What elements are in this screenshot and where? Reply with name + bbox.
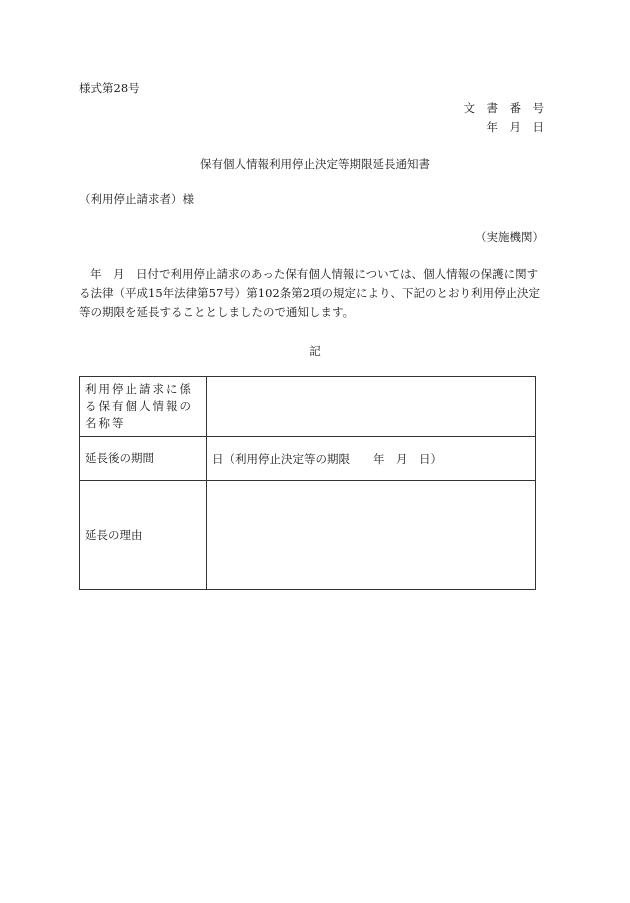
document-title: 保有個人情報利用停止決定等期限延長通知書 — [200, 157, 430, 171]
form-number: 様式第28号 — [79, 81, 140, 95]
extended-period-value: 日（利用停止決定等の期限 年 月 日） — [207, 437, 536, 481]
document-meta — [464, 99, 545, 137]
info-name-label: 利用停止請求に係る保有個人情報の名称等 — [80, 377, 207, 437]
addressee: （利用停止請求者）様 — [79, 192, 194, 206]
info-name-value — [207, 377, 536, 437]
notice-body: 年 月 日付で利用停止請求のあった保有個人情報については、個人情報の保護に関する法律（平成15年法律第57号）第102条第2項の規定により、下記のとおり利用停止決定等の期限を延長することとしましたので通知します。 — [79, 267, 541, 319]
details-table — [79, 376, 536, 590]
document-number: 文 書 番 号 — [463, 101, 544, 115]
table-row — [80, 377, 536, 437]
extension-reason-label: 延長の理由 — [80, 481, 207, 590]
document-date: 年 月 日 — [486, 120, 544, 134]
issuing-agency: （実施機関） — [475, 230, 544, 244]
table-row — [80, 481, 536, 590]
extension-reason-value — [207, 481, 536, 590]
extended-period-label: 延長後の期間 — [80, 437, 207, 481]
ki-heading: 記 — [309, 344, 321, 358]
table-row — [80, 437, 536, 481]
